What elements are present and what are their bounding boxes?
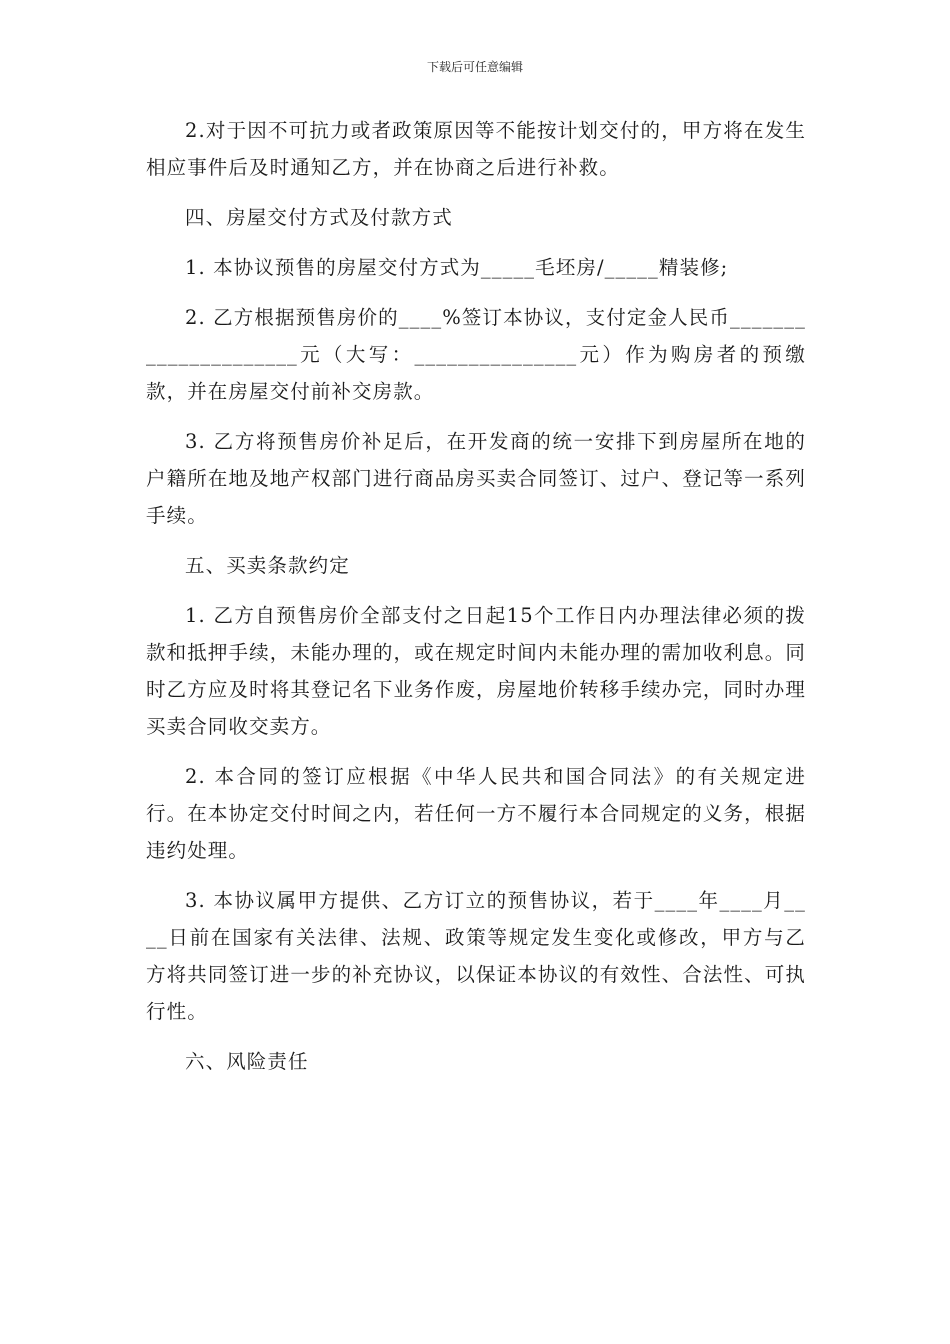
clause-5-1-paragraph: 1. 乙方自预售房价全部支付之日起15个工作日内办理法律必须的拨款和抵押手续，未能办理的，或在规定时间内未能办理的需加收利息。同时乙方应及时将其登记名下业务作废，房屋地价转移手续办完，同时办理买卖合同收交卖方。: [146, 604, 806, 738]
clause-5-2-paragraph: 2. 本合同的签订应根据《中华人民共和国合同法》的有关规定进行。在本协定交付时间之内，若任何一方不履行本合同规定的义务，根据违约处理。: [146, 765, 806, 862]
section-5-heading: 五、买卖条款约定: [185, 554, 350, 577]
section-4-heading: 四、房屋交付方式及付款方式: [185, 206, 453, 229]
clause-5-3-paragraph: 3. 本协议属甲方提供、乙方订立的预售协议，若于____年____月____日前在国家有关法律、法规、政策等规定发生变化或修改，甲方与乙方将共同签订进一步的补充协议，以保证本协议的有效性、合法性、可执行性。: [146, 889, 806, 1023]
clause-4-3-paragraph: 3. 乙方将预售房价补足后，在开发商的统一安排下到房屋所在地的户籍所在地及地产权部门进行商品房买卖合同签订、过户、登记等一系列手续。: [146, 430, 806, 527]
clause-3-2-paragraph: 2.对于因不可抗力或者政策原因等不能按计划交付的，甲方将在发生相应事件后及时通知乙方，并在协商之后进行补救。: [146, 119, 806, 179]
section-6-heading: 六、风险责任: [185, 1050, 309, 1073]
page-header: 下载后可任意编辑: [426, 60, 523, 74]
clause-4-2-paragraph: 2. 乙方根据预售房价的____%签订本协议，支付定金人民币_____________________元（大写：_______________元）作为购房者的预缴款，并在房屋交付前补交房款。: [146, 306, 806, 403]
clause-4-1-paragraph: 1. 本协议预售的房屋交付方式为_____毛坯房/_____精装修;: [185, 256, 729, 279]
document-body: [146, 112, 806, 1080]
